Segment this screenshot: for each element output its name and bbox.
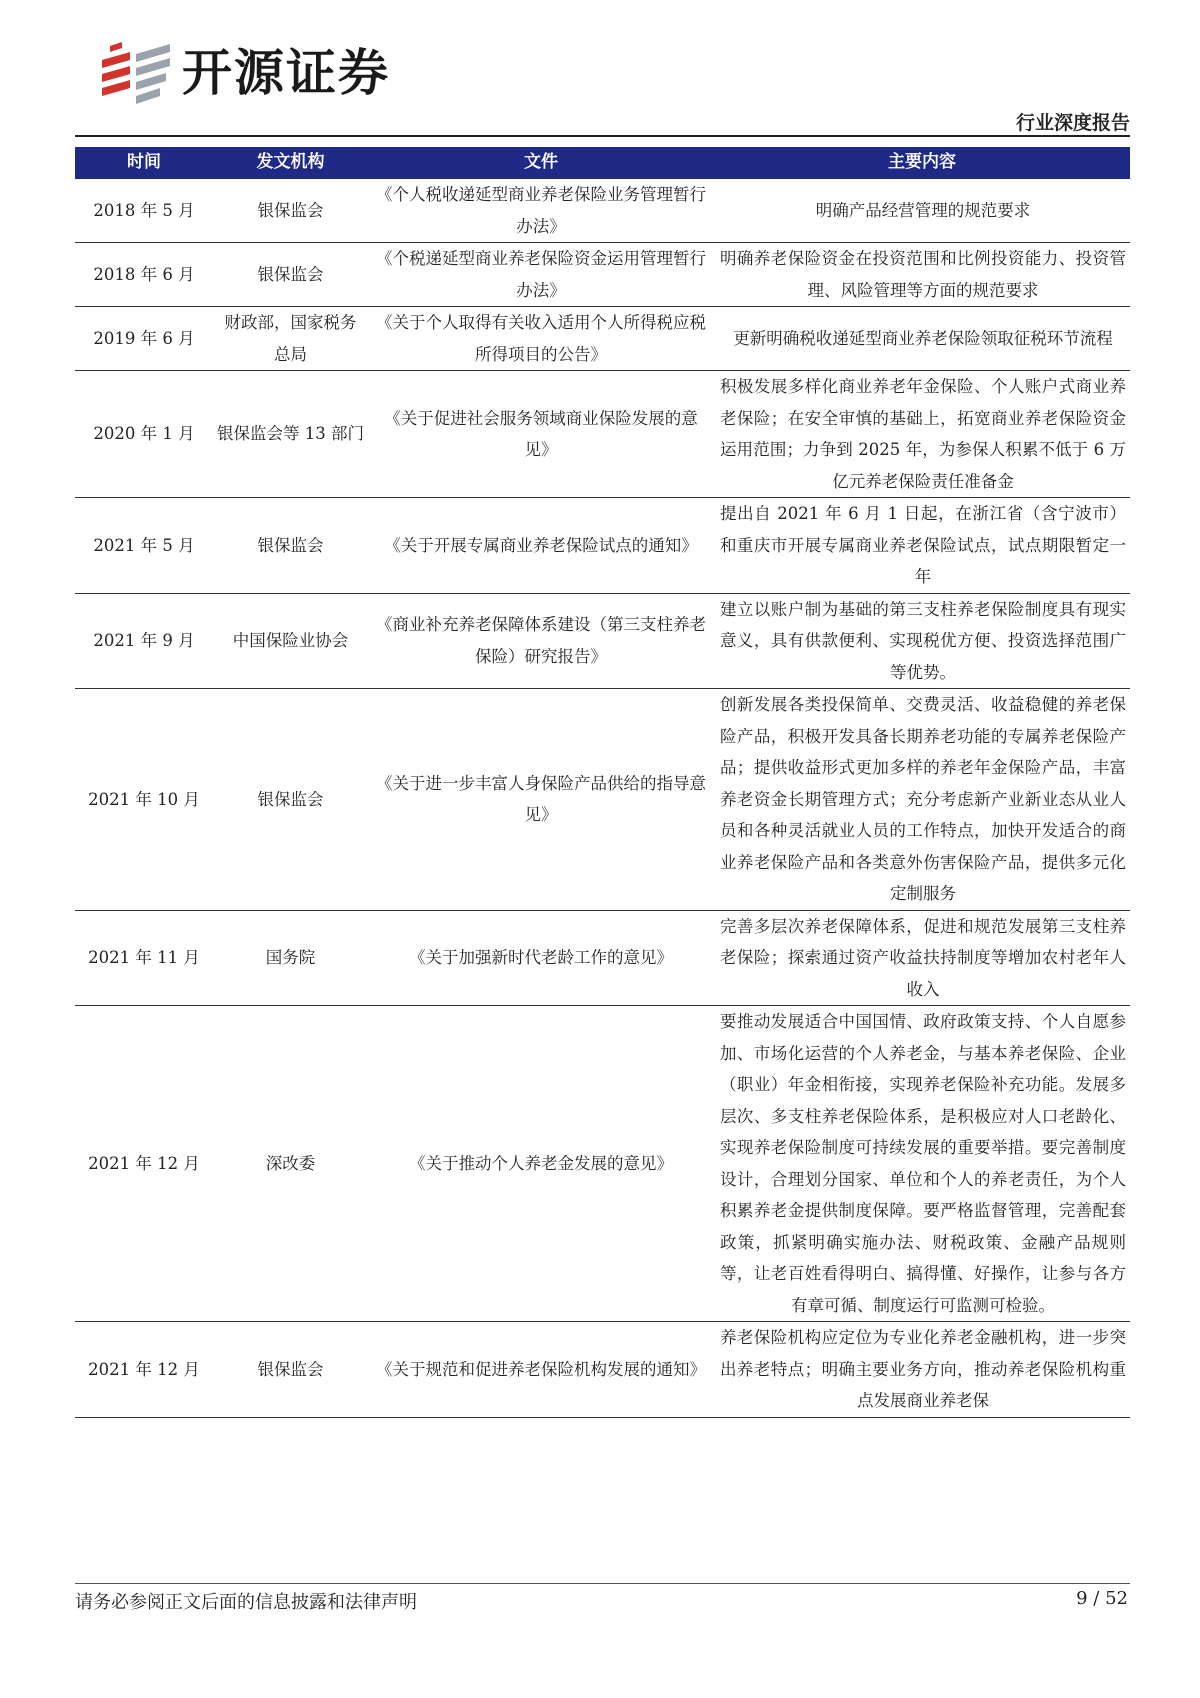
cell-content: 养老保险机构应定位为专业化养老金融机构，进一步突出养老特点；明确主要业务方向，推动养老保险机构重点发展商业养老保 [714,1322,1130,1418]
cell-document: 《关于开展专属商业养老保险试点的通知》 [368,498,714,594]
table-row [75,307,1130,371]
cell-document: 《个税递延型商业养老保险资金运用管理暂行办法》 [368,243,714,307]
cell-org: 财政部，国家税务总局 [213,307,368,371]
cell-content: 提出自 2021 年 6 月 1 日起，在浙江省（含宁波市）和重庆市开展专属商业养老保险试点，试点期限暂定一年 [714,498,1130,594]
header-time: 时间 [75,147,213,179]
cell-document: 《关于推动个人养老金发展的意见》 [368,1006,714,1322]
cell-content: 更新明确税收递延型商业养老保险领取征税环节流程 [714,307,1130,371]
cell-content: 要推动发展适合中国国情、政府政策支持、个人自愿参加、市场化运营的个人养老金，与基本养老保险、企业（职业）年金相衔接，实现养老保险补充功能。发展多层次、多支柱养老保险体系，是积极应对人口老龄化、实现养老保险制度可持续发展的重要举措。要完善制度设计，合理划分国家、单位和个人的养老责任，为个人积累养老金提供制度保障。要严格监督管理，完善配套政策，抓紧明确实施办法、财税政策、金融产品规则等，让老百姓看得明白、搞得懂、好操作，让参与各方有章可循、制度运行可监测可检验。 [714,1006,1130,1322]
cell-time: 2021 年 11 月 [75,910,213,1006]
cell-document: 《关于个人取得有关收入适用个人所得税应税所得项目的公告》 [368,307,714,371]
brand-logo-icon [100,40,172,106]
cell-content: 明确养老保险资金在投资范围和比例投资能力、投资管理、风险管理等方面的规范要求 [714,243,1130,307]
policy-table [75,147,1130,1418]
table-header-row [75,147,1130,179]
table-row [75,498,1130,594]
cell-org: 银保监会 [213,243,368,307]
header-document: 文件 [368,147,714,179]
cell-time: 2021 年 12 月 [75,1322,213,1418]
cell-document: 《商业补充养老保障体系建设（第三支柱养老保险）研究报告》 [368,593,714,689]
cell-content: 明确产品经营管理的规范要求 [714,179,1130,243]
cell-content: 建立以账户制为基础的第三支柱养老保险制度具有现实意义，具有供款便利、实现税优方便、投资选择范围广等优势。 [714,593,1130,689]
table-row [75,689,1130,911]
cell-document: 《关于加强新时代老龄工作的意见》 [368,910,714,1006]
cell-content: 创新发展各类投保简单、交费灵活、收益稳健的养老保险产品，积极开发具备长期养老功能的专属养老保险产品；提供收益形式更加多样的养老年金保险产品，丰富养老资金长期管理方式；充分考虑新产业新业态从业人员和各种灵活就业人员的工作特点，加快开发适合的商业养老保险产品和各类意外伤害保险产品，提供多元化定制服务 [714,689,1130,911]
header-content: 主要内容 [714,147,1130,179]
table-row [75,593,1130,689]
cell-time: 2021 年 12 月 [75,1006,213,1322]
cell-document: 《个人税收递延型商业养老保险业务管理暂行办法》 [368,179,714,243]
cell-org: 国务院 [213,910,368,1006]
table-row [75,910,1130,1006]
cell-time: 2021 年 5 月 [75,498,213,594]
cell-content: 完善多层次养老保障体系，促进和规范发展第三支柱养老保险；探索通过资产收益扶持制度等增加农村老年人收入 [714,910,1130,1006]
table-row [75,243,1130,307]
cell-org: 银保监会 [213,1322,368,1418]
cell-time: 2021 年 10 月 [75,689,213,911]
cell-org: 中国保险业协会 [213,593,368,689]
report-type-label: 行业深度报告 [1015,112,1130,134]
page-number: 9 / 52 [1076,1588,1128,1609]
table-row [75,1322,1130,1418]
cell-content: 积极发展多样化商业养老年金保险、个人账户式商业养老保险；在安全审慎的基础上，拓宽商业养老保险资金运用范围；力争到 2025 年，为参保人积累不低于 6 万亿元养老保险责任准备金 [714,371,1130,498]
footer-divider [75,1583,1130,1584]
cell-document: 《关于进一步丰富人身保险产品供给的指导意见》 [368,689,714,911]
table-row [75,179,1130,243]
cell-org: 深改委 [213,1006,368,1322]
cell-time: 2020 年 1 月 [75,371,213,498]
brand-logo [100,38,390,108]
table-row [75,371,1130,498]
brand-name: 开源证券 [182,44,390,102]
cell-org: 银保监会 [213,179,368,243]
cell-time: 2019 年 6 月 [75,307,213,371]
cell-org: 银保监会 [213,498,368,594]
legal-disclaimer: 请务必参阅正文后面的信息披露和法律声明 [75,1592,417,1613]
header-divider [75,135,1130,137]
cell-time: 2018 年 5 月 [75,179,213,243]
cell-time: 2021 年 9 月 [75,593,213,689]
cell-time: 2018 年 6 月 [75,243,213,307]
cell-org: 银保监会等 13 部门 [213,371,368,498]
cell-document: 《关于促进社会服务领域商业保险发展的意见》 [368,371,714,498]
header-org: 发文机构 [213,147,368,179]
table-row [75,1006,1130,1322]
cell-document: 《关于规范和促进养老保险机构发展的通知》 [368,1322,714,1418]
cell-org: 银保监会 [213,689,368,911]
